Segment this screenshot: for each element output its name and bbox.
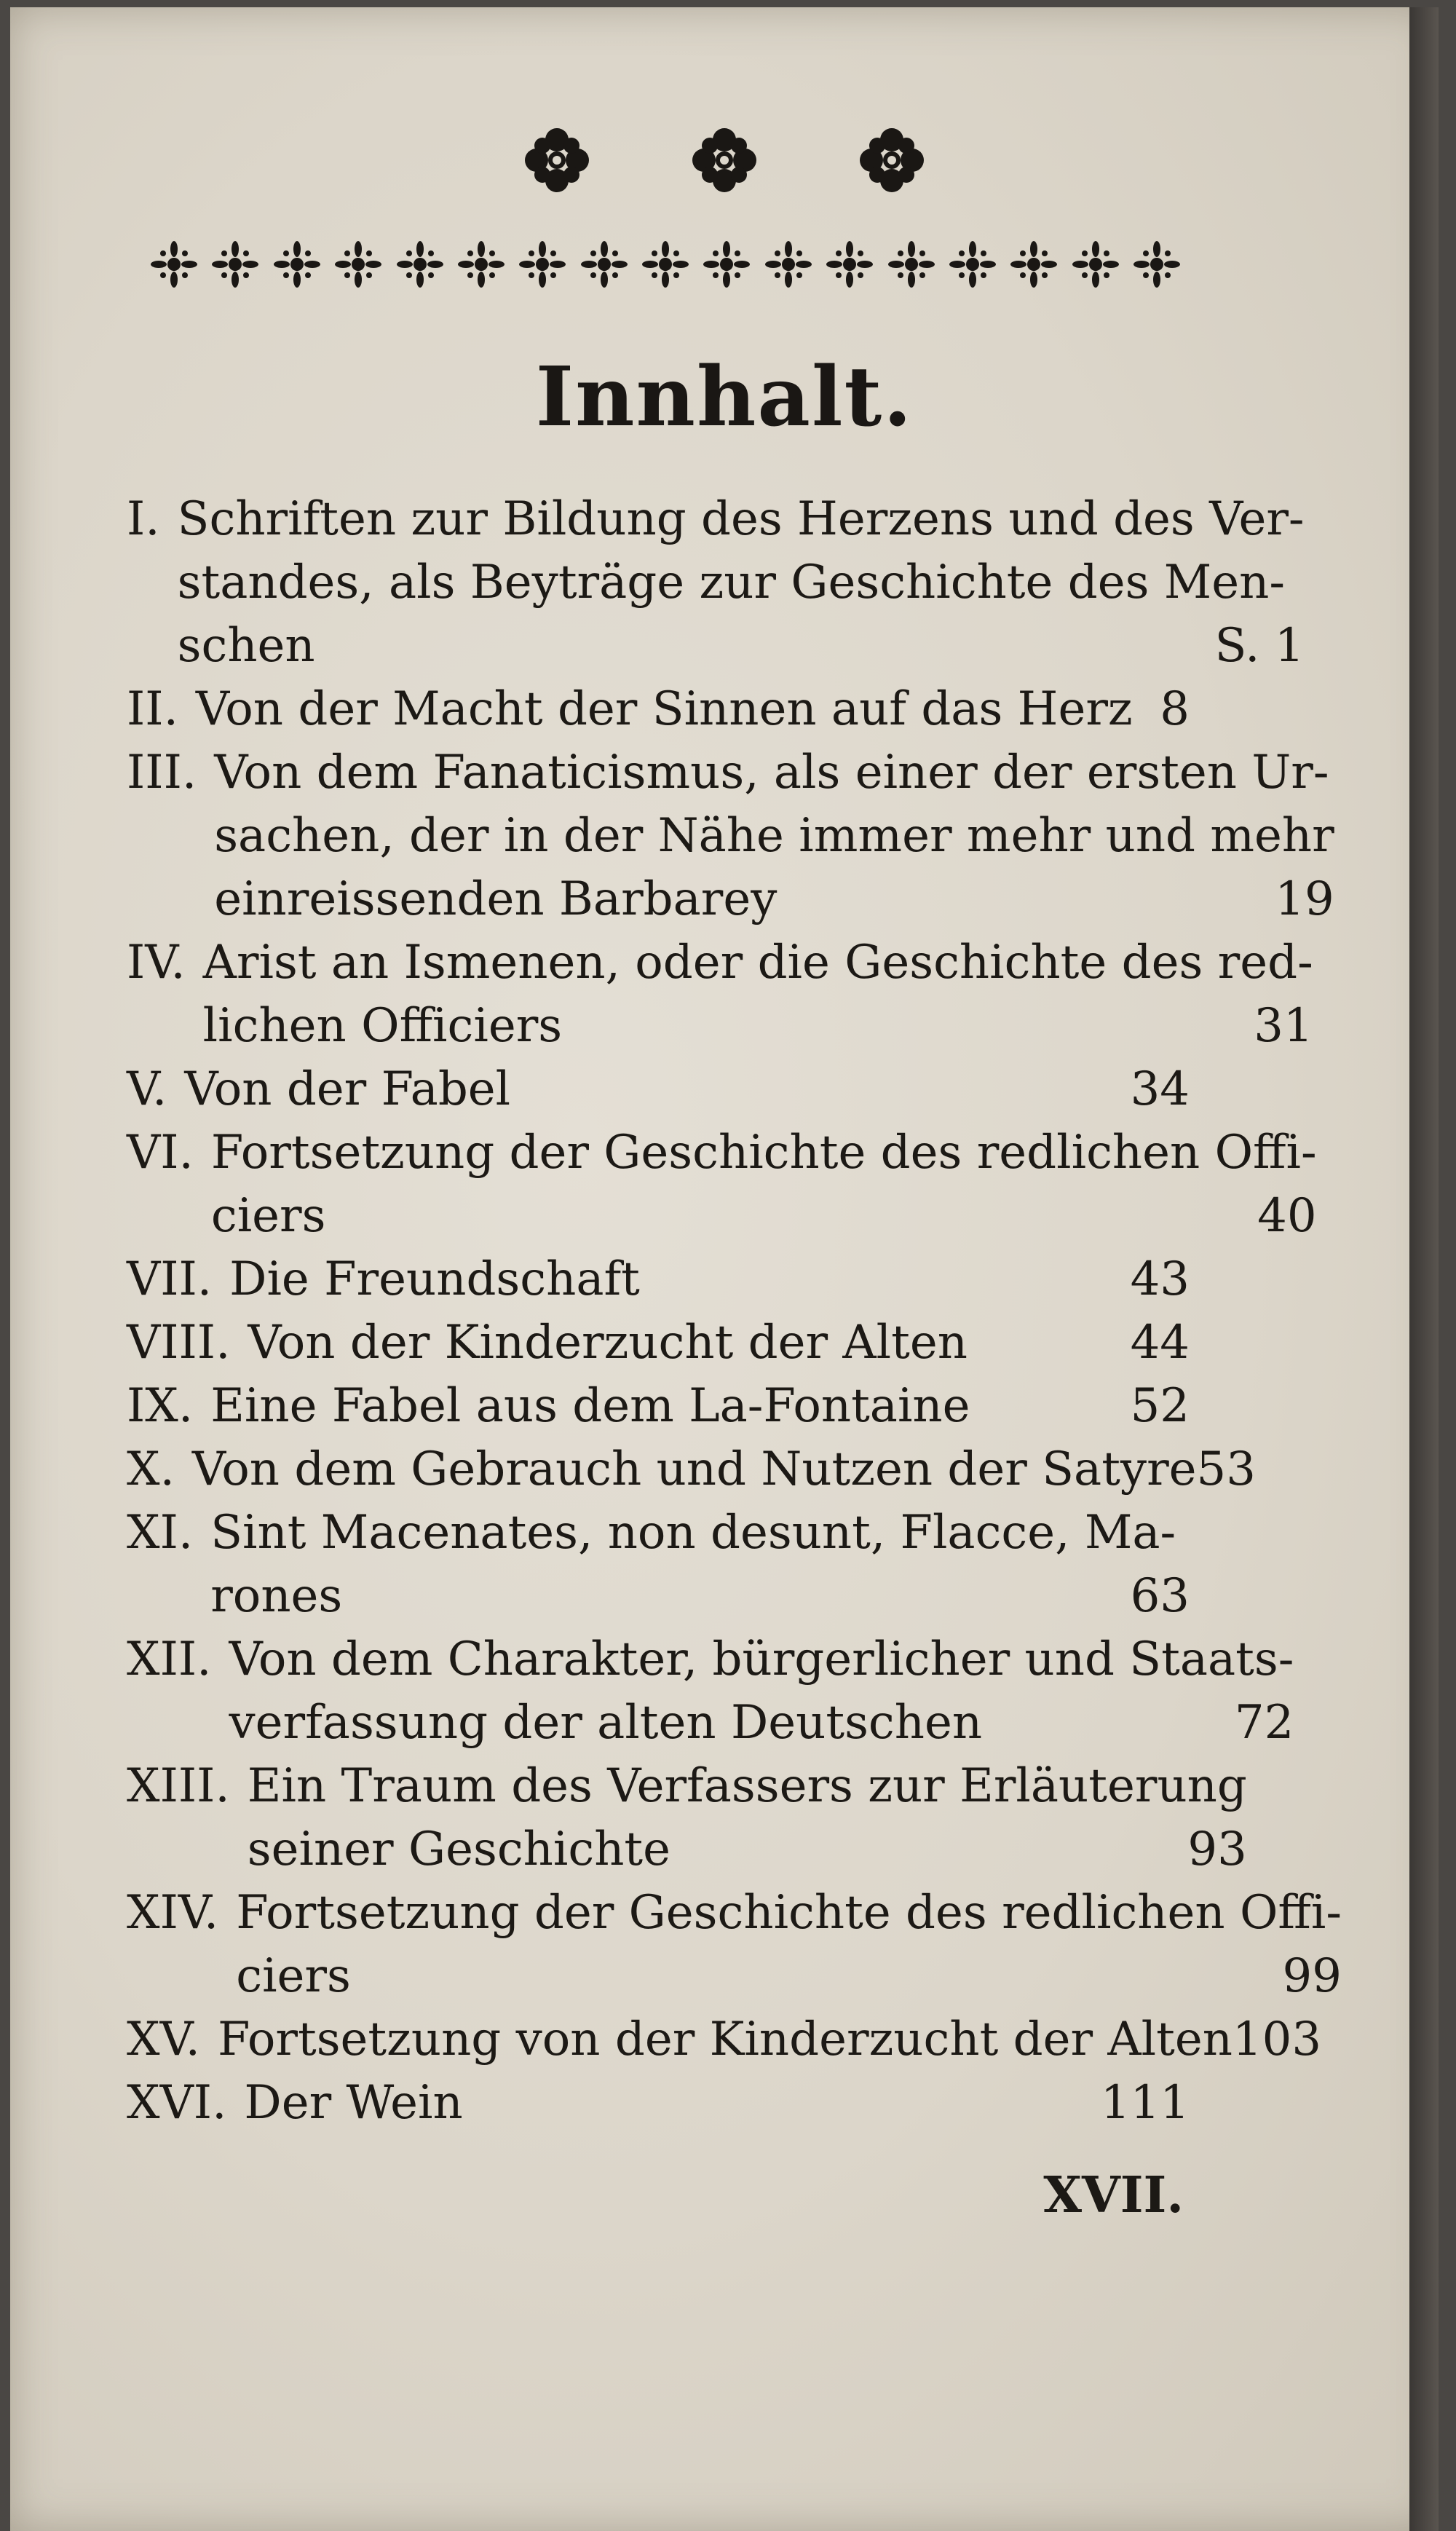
toc-entry xyxy=(127,2008,1322,2072)
chapter-title-final-line xyxy=(196,678,1190,741)
chapter-title-final-line xyxy=(203,995,1313,1058)
ornamental-border xyxy=(149,239,1182,290)
toc-entry xyxy=(127,1628,1294,1755)
page-number: 111 xyxy=(1100,2076,1190,2130)
chapter-title-final-line xyxy=(229,1691,1294,1755)
chapter-title-final-line xyxy=(229,1248,1190,1311)
chapter-number: IX. xyxy=(127,1379,194,1433)
chapter-number: I. xyxy=(127,492,160,546)
chapter-title-line: Arist an Ismenen, oder die Geschichte des red- xyxy=(202,936,1313,990)
chapter-title-line: Von dem Charakter, bürgerlicher und Staats- xyxy=(229,1632,1294,1686)
chapter-title-final-line xyxy=(210,1565,1190,1628)
chapter-title-text: Die Freundschaft xyxy=(229,1252,640,1306)
star-ornament-icon xyxy=(579,239,630,290)
chapter-number: II. xyxy=(127,682,178,736)
chapter-title-text: Von der Fabel xyxy=(184,1062,511,1116)
toc-entry xyxy=(127,931,1313,1058)
page-number: 43 xyxy=(1130,1252,1190,1306)
page-number: 34 xyxy=(1130,1062,1190,1116)
star-ornament-icon xyxy=(333,239,384,290)
chapter-title-text: ciers xyxy=(236,1949,351,2003)
chapter-number: VII. xyxy=(127,1252,213,1306)
chapter-number: XVI. xyxy=(127,2076,227,2130)
page-number: 99 xyxy=(1282,1949,1342,2003)
star-ornament-icon xyxy=(701,239,752,290)
chapter-title-text: Der Wein xyxy=(244,2076,463,2130)
chapter-title-text: schen xyxy=(177,619,315,673)
page-number: 52 xyxy=(1130,1379,1190,1433)
chapter-title-final-line xyxy=(248,1311,1190,1375)
chapter-title-text: Fortsetzung von der Kinderzucht der Alten xyxy=(217,2013,1233,2066)
chapter-title-text: ciers xyxy=(210,1189,326,1243)
chapter-number: III. xyxy=(127,746,197,799)
toc-entry xyxy=(127,2072,1190,2135)
toc-entry xyxy=(127,488,1305,678)
chapter-title-line: standes, als Beyträge zur Geschichte des Men- xyxy=(177,556,1285,609)
page-number: 63 xyxy=(1130,1569,1190,1623)
catchword: XVII. xyxy=(1043,2166,1184,2224)
star-ornament-icon xyxy=(763,239,814,290)
chapter-title-text: lichen Officiers xyxy=(202,999,563,1053)
chapter-title-final-line xyxy=(218,2008,1321,2072)
chapter-title-line: Schriften zur Bildung des Herzens und des Ver- xyxy=(177,492,1305,546)
table-of-contents xyxy=(127,488,1342,2135)
star-ornament-icon xyxy=(210,239,261,290)
chapter-title-final-line xyxy=(248,1818,1247,1882)
chapter-number: VIII. xyxy=(127,1316,231,1370)
chapter-title-line: Fortsetzung der Geschichte des redlichen Offi- xyxy=(236,1886,1342,1940)
chapter-title-text: rones xyxy=(210,1569,343,1623)
chapter-title-line: sachen, der in der Nähe immer mehr und mehr xyxy=(214,809,1334,863)
star-ornament-icon xyxy=(1070,239,1121,290)
chapter-title-line: Von dem Fanaticismus, als einer der ersten Ur- xyxy=(214,746,1329,799)
chapter-title-text: Von der Macht der Sinnen auf das Herz xyxy=(195,682,1133,736)
rosette-ornament-row xyxy=(10,124,1439,197)
page-number: 19 xyxy=(1275,872,1334,926)
chapter-title-line: Fortsetzung der Geschichte des redlichen Offi- xyxy=(210,1126,1317,1180)
page-number: 72 xyxy=(1234,1696,1294,1750)
toc-entry xyxy=(127,1311,1190,1375)
toc-entry xyxy=(127,1121,1317,1248)
page-number: 103 xyxy=(1232,2013,1322,2066)
rosette-icon xyxy=(688,124,761,197)
page-number: 93 xyxy=(1187,1823,1247,1876)
star-ornament-icon xyxy=(947,239,998,290)
star-ornament-icon xyxy=(640,239,691,290)
chapter-number: V. xyxy=(127,1062,167,1116)
page-number: 31 xyxy=(1254,999,1313,1053)
toc-entry xyxy=(127,1058,1190,1121)
star-ornament-icon xyxy=(1008,239,1059,290)
chapter-title-final-line xyxy=(210,1375,1190,1438)
chapter-number: XIII. xyxy=(127,1759,230,1813)
rosette-icon xyxy=(855,124,928,197)
chapter-number: X. xyxy=(127,1442,175,1496)
page-title: Innhalt. xyxy=(535,350,914,445)
page-number: 44 xyxy=(1130,1316,1190,1370)
chapter-title-text: Von dem Gebrauch und Nutzen der Satyre xyxy=(191,1442,1197,1496)
chapter-number: XIV. xyxy=(127,1886,219,1940)
chapter-title-final-line xyxy=(178,615,1305,678)
chapter-number: XII. xyxy=(127,1632,212,1686)
page-number: 40 xyxy=(1257,1189,1317,1243)
toc-entry xyxy=(127,678,1190,741)
chapter-title-text: Eine Fabel aus dem La-Fontaine xyxy=(210,1379,970,1433)
chapter-number: VI. xyxy=(127,1126,194,1180)
chapter-number: XV. xyxy=(127,2013,200,2066)
star-ornament-icon xyxy=(456,239,507,290)
chapter-number: IV. xyxy=(127,936,186,990)
rosette-icon xyxy=(521,124,593,197)
toc-entry xyxy=(127,1882,1342,2008)
toc-entry xyxy=(127,741,1334,931)
star-ornament-icon xyxy=(272,239,323,290)
toc-entry xyxy=(127,1375,1190,1438)
chapter-title-text: verfassung der alten Deutschen xyxy=(229,1696,983,1750)
chapter-title-final-line xyxy=(214,868,1334,931)
toc-entry xyxy=(127,1438,1256,1501)
star-ornament-icon xyxy=(395,239,446,290)
star-ornament-icon xyxy=(824,239,875,290)
page-number: 8 xyxy=(1160,682,1190,736)
chapter-title-final-line xyxy=(236,1945,1342,2008)
toc-entry xyxy=(127,1755,1247,1882)
chapter-title-final-line xyxy=(184,1058,1190,1121)
chapter-title-text: seiner Geschichte xyxy=(247,1823,670,1876)
star-ornament-icon xyxy=(886,239,937,290)
chapter-title-line: Ein Traum des Verfassers zur Erläuterung xyxy=(247,1759,1247,1813)
chapter-title-text: einreissenden Barbarey xyxy=(214,872,778,926)
toc-entry xyxy=(127,1248,1190,1311)
chapter-title-final-line xyxy=(211,1185,1317,1248)
toc-entry xyxy=(127,1501,1190,1628)
star-ornament-icon xyxy=(149,239,199,290)
book-page xyxy=(10,7,1439,2531)
star-ornament-icon xyxy=(517,239,568,290)
chapter-title-final-line xyxy=(244,2072,1190,2135)
star-ornament-icon xyxy=(1131,239,1182,290)
chapter-number: XI. xyxy=(127,1506,194,1560)
page-number: S. 1 xyxy=(1214,619,1305,673)
chapter-title-text: Von der Kinderzucht der Alten xyxy=(248,1316,968,1370)
chapter-title-line: Sint Macenates, non desunt, Flacce, Ma- xyxy=(210,1506,1176,1560)
page-number: 53 xyxy=(1196,1442,1256,1496)
chapter-title-final-line xyxy=(192,1438,1256,1501)
